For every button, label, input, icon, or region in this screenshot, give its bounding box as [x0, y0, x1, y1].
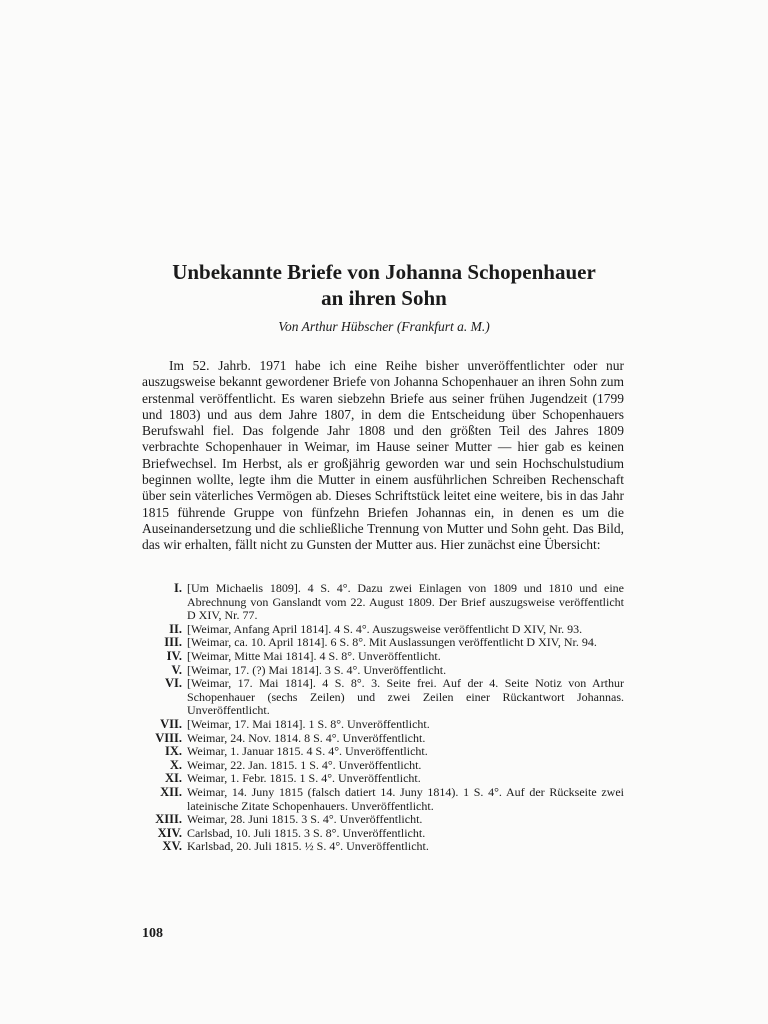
- letter-entry: [142, 718, 624, 732]
- article-title: [100, 259, 668, 311]
- article-author: Von Arthur Hübscher (Frankfurt a. M.): [278, 319, 490, 334]
- letter-description: Weimar, 28. Juni 1815. 3 S. 4°. Unveröffentlicht.: [187, 812, 423, 827]
- letter-numeral: VIII.: [155, 730, 182, 745]
- letter-numeral: XIII.: [155, 812, 182, 827]
- letter-description: [Weimar, Mitte Mai 1814]. 4 S. 8°. Unveröffentlicht.: [187, 648, 441, 663]
- letter-numeral: VII.: [160, 716, 182, 731]
- letter-entry: [142, 813, 624, 827]
- letter-entry: [142, 582, 624, 623]
- letter-description: Weimar, 22. Jan. 1815. 1 S. 4°. Unveröffentlicht.: [187, 757, 422, 772]
- letter-entry: [142, 623, 624, 637]
- letter-numeral: VI.: [164, 676, 182, 691]
- letter-numeral: XIV.: [157, 825, 182, 840]
- letter-description: Carlsbad, 10. Juli 1815. 3 S. 8°. Unveröffentlicht.: [187, 825, 426, 840]
- letter-description: Weimar, 1. Januar 1815. 4 S. 4°. Unveröffentlicht.: [187, 744, 428, 759]
- article-title-line-1: Unbekannte Briefe von Johanna Schopenhauer: [172, 260, 596, 284]
- letter-numeral: II.: [169, 621, 182, 636]
- letter-entry: [142, 650, 624, 664]
- letter-description: [Weimar, 17. Mai 1814]. 4 S. 8°. 3. Seite frei. Auf der 4. Seite Notiz von Arthur Schopenhauer (sechs Zeilen) und zwei Zeilen einer Rückantwort Johannas. Unveröffentlicht.: [187, 676, 624, 718]
- letter-entry: [142, 840, 624, 854]
- letter-numeral: V.: [171, 662, 182, 677]
- letter-numeral: XV.: [162, 839, 182, 854]
- letter-entry: [142, 636, 624, 650]
- letter-description: [Weimar, 17. (?) Mai 1814]. 3 S. 4°. Unveröffentlicht.: [187, 662, 447, 677]
- letter-numeral: IV.: [166, 648, 182, 663]
- letter-numeral: X.: [169, 757, 182, 772]
- letter-numeral: XII.: [160, 784, 182, 799]
- letter-description: [Um Michaelis 1809]. 4 S. 4°. Dazu zwei Einlagen von 1809 und 1810 und eine Abrechnung von Ganslandt vom 22. August 1809. Der Brief auszugsweise veröffentlicht D XIV, Nr. 77.: [187, 581, 624, 623]
- letter-entry: [142, 732, 624, 746]
- letter-numeral: I.: [174, 581, 182, 595]
- letter-numeral: III.: [164, 635, 182, 650]
- letter-entry: [142, 786, 624, 813]
- letter-entry: [142, 745, 624, 759]
- article-title-line-2: an ihren Sohn: [321, 286, 447, 310]
- letter-description: Weimar, 1. Febr. 1815. 1 S. 4°. Unveröffentlicht.: [187, 771, 421, 786]
- letter-description: Weimar, 14. Juny 1815 (falsch datiert 14. Juny 1814). 1 S. 4°. Auf der Rückseite zwei lateinische Zitate Schopenhauers. Unveröffentlicht.: [187, 784, 624, 813]
- letter-entry: [142, 827, 624, 841]
- letter-description: Weimar, 24. Nov. 1814. 8 S. 4°. Unveröffentlicht.: [187, 730, 426, 745]
- letter-entry: [142, 759, 624, 773]
- letter-entry: [142, 772, 624, 786]
- letter-description: [Weimar, 17. Mai 1814]. 1 S. 8°. Unveröffentlicht.: [187, 716, 430, 731]
- letter-description: [Weimar, Anfang April 1814]. 4 S. 4°. Auszugsweise veröffentlicht D XIV, Nr. 93.: [187, 621, 583, 636]
- letter-description: [Weimar, ca. 10. April 1814]. 6 S. 8°. Mit Auslassungen veröffentlicht D XIV, Nr. 94.: [187, 635, 597, 650]
- intro-paragraph: Im 52. Jahrb. 1971 habe ich eine Reihe bisher unveröffentlichter oder nur auszugsweise bekannt gewordener Briefe von Johanna Schopenhauer an ihren Sohn zum erstenmal veröffentlicht. Es waren siebzehn Briefe aus seiner frühen Jugendzeit (1799 und 1803) und aus dem Jahre 1807, in dem die Entscheidung über Schopenhauers Berufswahl fiel. Das folgende Jahr 1808 und den größten Teil des Jahres 1809 verbrachte Schopenhauer in Weimar, im Hause seiner Mutter — hier gab es keinen Briefwechsel. Im Herbst, als er großjährig geworden war und sein Hochschulstudium beginnen wollte, legte ihm die Mutter in einem ausführlichen Schreiben Rechenschaft über sein väterliches Vermögen ab. Dieses Schriftstück leitet eine weitere, bis in das Jahr 1815 führende Gruppe von fünfzehn Briefen Johannas ein, in denen es um die Auseinandersetzung und die schließliche Trennung von Mutter und Sohn geht. Das Bild, das wir erhalten, fällt nicht zu Gunsten der Mutter aus. Hier zunächst eine Übersicht:: [142, 358, 624, 553]
- letter-entry: [142, 677, 624, 718]
- letter-description: Karlsbad, 20. Juli 1815. ½ S. 4°. Unveröffentlicht.: [187, 839, 429, 854]
- letter-list: [142, 582, 624, 854]
- letter-numeral: IX.: [164, 744, 182, 759]
- page-number: 108: [142, 926, 163, 941]
- letter-numeral: XI.: [164, 771, 182, 786]
- letter-entry: [142, 664, 624, 678]
